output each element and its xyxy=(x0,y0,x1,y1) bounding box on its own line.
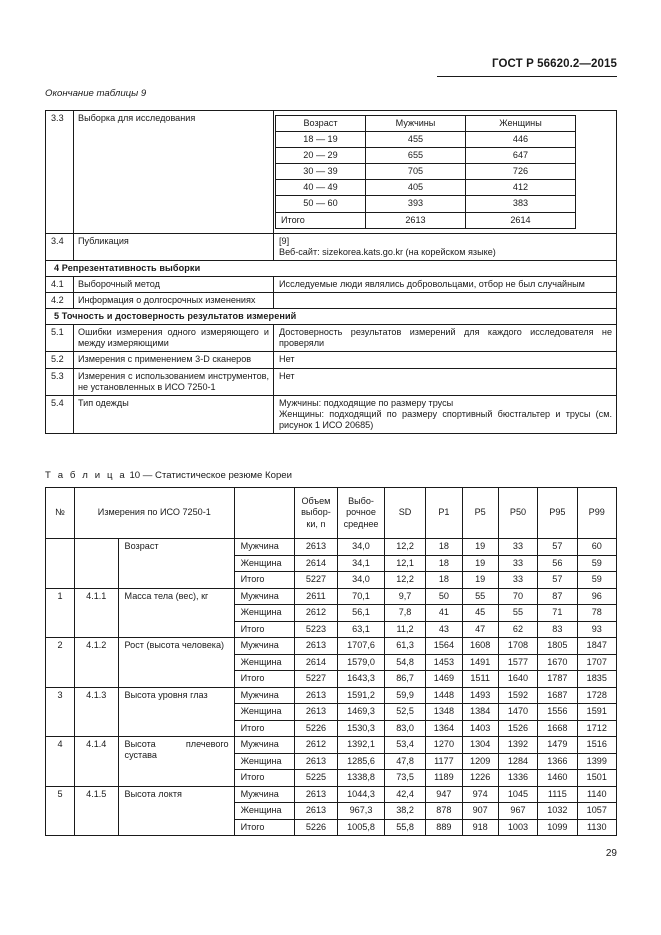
table-row xyxy=(46,687,617,704)
sd-cell: 83,0 xyxy=(384,720,425,737)
sd-cell: 11,2 xyxy=(384,621,425,638)
p5-cell: 45 xyxy=(462,605,498,622)
mean-cell: 34,1 xyxy=(338,555,385,572)
table-row xyxy=(46,276,617,292)
p1-cell: 1453 xyxy=(426,654,462,671)
p5-cell: 1511 xyxy=(462,671,498,688)
p50-cell: 33 xyxy=(498,539,537,556)
p1-cell: 889 xyxy=(426,819,462,836)
value-line: Нет xyxy=(279,370,295,381)
p5-cell: 1226 xyxy=(462,770,498,787)
value-line: Достоверность результатов измерений для каждого исследователя не проверяли xyxy=(279,327,612,349)
sample-size-cell: 2613 xyxy=(294,539,338,556)
column-header-p5: P5 xyxy=(462,488,498,539)
sd-cell: 86,7 xyxy=(384,671,425,688)
value-line: Мужчины: подходящие по размеру трусы xyxy=(279,397,454,408)
sample-size-cell: 2612 xyxy=(294,605,338,622)
p5-cell: 1608 xyxy=(462,638,498,655)
p95-cell: 1115 xyxy=(538,786,577,803)
sd-cell: 42,4 xyxy=(384,786,425,803)
mean-cell: 1643,3 xyxy=(338,671,385,688)
p5-cell: 19 xyxy=(462,572,498,589)
gender-cell: Мужчина xyxy=(234,687,294,704)
table-row xyxy=(46,368,617,395)
table-row xyxy=(46,588,617,605)
p5-cell: 47 xyxy=(462,621,498,638)
p50-cell: 1392 xyxy=(498,737,537,754)
sd-cell: 59,9 xyxy=(384,687,425,704)
group-clause: 4.1.1 xyxy=(75,588,119,638)
count-cell: 393 xyxy=(366,196,466,212)
p1-cell: 43 xyxy=(426,621,462,638)
p99-cell: 1591 xyxy=(577,704,616,721)
sample-size-cell: 5225 xyxy=(294,770,338,787)
group-index: 3 xyxy=(46,687,75,737)
p5-cell: 19 xyxy=(462,555,498,572)
sample-size-cell: 2614 xyxy=(294,555,338,572)
group-measure: Возраст xyxy=(118,539,234,589)
table9-body xyxy=(46,111,617,434)
sd-cell: 61,3 xyxy=(384,638,425,655)
gender-cell: Женщина xyxy=(234,555,294,572)
gender-cell: Итого xyxy=(234,621,294,638)
mean-cell: 1285,6 xyxy=(338,753,385,770)
sample-size-cell: 2613 xyxy=(294,687,338,704)
mean-cell: 34,0 xyxy=(338,539,385,556)
sd-cell: 12,2 xyxy=(384,572,425,589)
p99-cell: 60 xyxy=(577,539,616,556)
p1-cell: 1177 xyxy=(426,753,462,770)
count-cell: 655 xyxy=(366,148,466,164)
nested-table-row xyxy=(276,132,576,148)
row-value xyxy=(274,293,617,309)
p95-cell: 57 xyxy=(538,572,577,589)
gender-cell: Женщина xyxy=(234,803,294,820)
section-header: 4 Репрезентативность выборки xyxy=(46,260,617,276)
gender-cell: Мужчина xyxy=(234,786,294,803)
p5-cell: 1209 xyxy=(462,753,498,770)
sd-cell: 7,8 xyxy=(384,605,425,622)
sd-cell: 12,2 xyxy=(384,539,425,556)
gender-cell: Итого xyxy=(234,720,294,737)
p1-cell: 1448 xyxy=(426,687,462,704)
p1-cell: 1564 xyxy=(426,638,462,655)
nested-table-row xyxy=(276,180,576,196)
mean-cell: 967,3 xyxy=(338,803,385,820)
table-row xyxy=(46,786,617,803)
p50-cell: 1708 xyxy=(498,638,537,655)
sd-cell: 9,7 xyxy=(384,588,425,605)
p5-cell: 907 xyxy=(462,803,498,820)
sample-size-cell: 2613 xyxy=(294,704,338,721)
table9-continuation xyxy=(45,110,617,434)
table-row xyxy=(46,111,617,234)
nested-table-row xyxy=(276,148,576,164)
count-cell: 405 xyxy=(366,180,466,196)
row-number: 5.3 xyxy=(46,368,74,395)
age-group-cell: Итого xyxy=(276,212,366,228)
p95-cell: 71 xyxy=(538,605,577,622)
p95-cell: 56 xyxy=(538,555,577,572)
group-measure: Рост (высота человека) xyxy=(118,638,234,688)
table-row xyxy=(46,233,617,260)
row-label: Измерения с использованием инструментов, не установленных в ИСО 7250-1 xyxy=(74,368,274,395)
running-head-rule xyxy=(437,76,617,77)
p5-cell: 1384 xyxy=(462,704,498,721)
group-clause: 4.1.3 xyxy=(75,687,119,737)
p95-cell: 1032 xyxy=(538,803,577,820)
row-label: Тип одежды xyxy=(74,395,274,433)
row-number: 3.4 xyxy=(46,233,74,260)
row-value xyxy=(274,395,617,433)
p5-cell: 1493 xyxy=(462,687,498,704)
row-value xyxy=(274,352,617,368)
mean-cell: 63,1 xyxy=(338,621,385,638)
sample-size-cell: 5223 xyxy=(294,621,338,638)
p50-cell: 1045 xyxy=(498,786,537,803)
column-header: Женщины xyxy=(466,116,576,132)
group-clause: 4.1.4 xyxy=(75,737,119,787)
value-line: Веб-сайт: sizekorea.kats.go.kr (на корейском языке) xyxy=(279,246,496,257)
mean-cell: 1579,0 xyxy=(338,654,385,671)
p50-cell: 70 xyxy=(498,588,537,605)
mean-cell: 1530,3 xyxy=(338,720,385,737)
table-row xyxy=(46,325,617,352)
p1-cell: 18 xyxy=(426,539,462,556)
group-measure: Высота плечевого сустава xyxy=(118,737,234,787)
sd-cell: 38,2 xyxy=(384,803,425,820)
table-row xyxy=(46,539,617,556)
gender-cell: Итого xyxy=(234,819,294,836)
nested-table-cell xyxy=(274,111,617,234)
p99-cell: 1501 xyxy=(577,770,616,787)
sd-cell: 55,8 xyxy=(384,819,425,836)
p50-cell: 1526 xyxy=(498,720,537,737)
row-label: Ошибки измерения одного измеряющего и между измеряющими xyxy=(74,325,274,352)
row-value xyxy=(274,233,617,260)
mean-cell: 70,1 xyxy=(338,588,385,605)
gender-cell: Женщина xyxy=(234,605,294,622)
p99-cell: 1516 xyxy=(577,737,616,754)
sd-cell: 73,5 xyxy=(384,770,425,787)
value-line: Нет xyxy=(279,354,295,365)
p50-cell: 1470 xyxy=(498,704,537,721)
p1-cell: 947 xyxy=(426,786,462,803)
sd-cell: 47,8 xyxy=(384,753,425,770)
p5-cell: 974 xyxy=(462,786,498,803)
p99-cell: 1399 xyxy=(577,753,616,770)
group-measure: Высота локтя xyxy=(118,786,234,836)
group-clause xyxy=(75,539,119,589)
p50-cell: 1336 xyxy=(498,770,537,787)
column-header-mean: Выбо- рочное среднее xyxy=(338,488,385,539)
column-header: Мужчины xyxy=(366,116,466,132)
mean-cell: 1392,1 xyxy=(338,737,385,754)
count-cell: 705 xyxy=(366,164,466,180)
row-number: 3.3 xyxy=(46,111,74,234)
p99-cell: 1835 xyxy=(577,671,616,688)
p99-cell: 78 xyxy=(577,605,616,622)
table10-caption-prefix: Т а б л и ц а xyxy=(45,470,127,481)
sample-size-cell: 2613 xyxy=(294,638,338,655)
p95-cell: 1670 xyxy=(538,654,577,671)
nested-header-row xyxy=(276,116,576,132)
gender-cell: Итого xyxy=(234,770,294,787)
p99-cell: 59 xyxy=(577,555,616,572)
sample-size-cell: 5227 xyxy=(294,671,338,688)
count-cell: 446 xyxy=(466,132,576,148)
count-cell: 647 xyxy=(466,148,576,164)
nested-table-row xyxy=(276,212,576,228)
row-label: Измерения с применением 3-D сканеров xyxy=(74,352,274,368)
p99-cell: 93 xyxy=(577,621,616,638)
sample-size-cell: 5227 xyxy=(294,572,338,589)
p5-cell: 19 xyxy=(462,539,498,556)
table10-caption xyxy=(45,470,292,481)
nested-table-row xyxy=(276,164,576,180)
section-header: 5 Точность и достоверность результатов измерений xyxy=(46,309,617,325)
row-value xyxy=(274,325,617,352)
p1-cell: 41 xyxy=(426,605,462,622)
mean-cell: 1591,2 xyxy=(338,687,385,704)
p99-cell: 96 xyxy=(577,588,616,605)
count-cell: 726 xyxy=(466,164,576,180)
p5-cell: 1491 xyxy=(462,654,498,671)
age-group-cell: 40 — 49 xyxy=(276,180,366,196)
p50-cell: 1577 xyxy=(498,654,537,671)
sample-size-cell: 2614 xyxy=(294,654,338,671)
p95-cell: 87 xyxy=(538,588,577,605)
column-header-measure: Измерения по ИСО 7250-1 xyxy=(75,488,235,539)
row-label: Информация о долгосрочных изменениях xyxy=(74,293,274,309)
p99-cell: 1847 xyxy=(577,638,616,655)
mean-cell: 1338,8 xyxy=(338,770,385,787)
p95-cell: 1366 xyxy=(538,753,577,770)
p50-cell: 1592 xyxy=(498,687,537,704)
row-number: 4.2 xyxy=(46,293,74,309)
group-measure: Масса тела (вес), кг xyxy=(118,588,234,638)
sample-size-cell: 2611 xyxy=(294,588,338,605)
group-measure: Высота уровня глаз xyxy=(118,687,234,737)
sample-size-cell: 2613 xyxy=(294,786,338,803)
nested-table-row xyxy=(276,196,576,212)
p1-cell: 878 xyxy=(426,803,462,820)
count-cell: 412 xyxy=(466,180,576,196)
gender-cell: Мужчина xyxy=(234,539,294,556)
p50-cell: 1003 xyxy=(498,819,537,836)
age-distribution-table xyxy=(275,115,576,229)
mean-cell: 1005,8 xyxy=(338,819,385,836)
group-index xyxy=(46,539,75,589)
sd-cell: 54,8 xyxy=(384,654,425,671)
p99-cell: 1728 xyxy=(577,687,616,704)
table-row xyxy=(46,395,617,433)
mean-cell: 34,0 xyxy=(338,572,385,589)
p50-cell: 33 xyxy=(498,555,537,572)
sample-size-cell: 5226 xyxy=(294,720,338,737)
gender-cell: Мужчина xyxy=(234,737,294,754)
p50-cell: 33 xyxy=(498,572,537,589)
p5-cell: 1403 xyxy=(462,720,498,737)
row-number: 4.1 xyxy=(46,276,74,292)
p1-cell: 1270 xyxy=(426,737,462,754)
p1-cell: 1348 xyxy=(426,704,462,721)
gender-cell: Женщина xyxy=(234,654,294,671)
running-head: ГОСТ Р 56620.2—2015 xyxy=(492,58,617,70)
age-group-cell: 30 — 39 xyxy=(276,164,366,180)
group-index: 1 xyxy=(46,588,75,638)
group-clause: 4.1.2 xyxy=(75,638,119,688)
p5-cell: 1304 xyxy=(462,737,498,754)
count-cell: 2614 xyxy=(466,212,576,228)
p50-cell: 967 xyxy=(498,803,537,820)
value-line: Женщины: подходящий по размеру спортивный бюстгальтер и трусы (см. рисунок 1 ИСО 20685) xyxy=(279,408,612,430)
gender-cell: Женщина xyxy=(234,753,294,770)
p50-cell: 55 xyxy=(498,605,537,622)
group-index: 5 xyxy=(46,786,75,836)
age-group-cell: 50 — 60 xyxy=(276,196,366,212)
column-header-gender xyxy=(234,488,294,539)
p1-cell: 1469 xyxy=(426,671,462,688)
table-row xyxy=(46,260,617,276)
table-row xyxy=(46,352,617,368)
sample-size-cell: 2613 xyxy=(294,753,338,770)
p1-cell: 1189 xyxy=(426,770,462,787)
sd-cell: 12,1 xyxy=(384,555,425,572)
mean-cell: 1469,3 xyxy=(338,704,385,721)
age-group-cell: 18 — 19 xyxy=(276,132,366,148)
column-header-p50: P50 xyxy=(498,488,537,539)
gender-cell: Итого xyxy=(234,671,294,688)
gender-cell: Мужчина xyxy=(234,588,294,605)
p95-cell: 1668 xyxy=(538,720,577,737)
p95-cell: 57 xyxy=(538,539,577,556)
p95-cell: 1687 xyxy=(538,687,577,704)
age-group-cell: 20 — 29 xyxy=(276,148,366,164)
p99-cell: 1130 xyxy=(577,819,616,836)
table-row xyxy=(46,309,617,325)
value-line: Исследуемые люди являлись добровольцами, отбор не был случайным xyxy=(279,278,585,289)
table9-caption: Окончание таблицы 9 xyxy=(45,88,147,99)
gender-cell: Женщина xyxy=(234,704,294,721)
p95-cell: 1460 xyxy=(538,770,577,787)
p50-cell: 1284 xyxy=(498,753,537,770)
row-number: 5.4 xyxy=(46,395,74,433)
group-index: 2 xyxy=(46,638,75,688)
column-header: Возраст xyxy=(276,116,366,132)
table-row xyxy=(46,737,617,754)
sd-cell: 53,4 xyxy=(384,737,425,754)
p1-cell: 18 xyxy=(426,572,462,589)
column-header-sd: SD xyxy=(384,488,425,539)
column-header-p1: P1 xyxy=(426,488,462,539)
gender-cell: Итого xyxy=(234,572,294,589)
count-cell: 383 xyxy=(466,196,576,212)
column-header-sample-size: Объем выбор- ки, n xyxy=(294,488,338,539)
p95-cell: 1099 xyxy=(538,819,577,836)
mean-cell: 56,1 xyxy=(338,605,385,622)
row-label: Публикация xyxy=(74,233,274,260)
p99-cell: 1140 xyxy=(577,786,616,803)
p95-cell: 1787 xyxy=(538,671,577,688)
p99-cell: 59 xyxy=(577,572,616,589)
p95-cell: 1805 xyxy=(538,638,577,655)
column-header-p95: P95 xyxy=(538,488,577,539)
group-index: 4 xyxy=(46,737,75,787)
row-number: 5.1 xyxy=(46,325,74,352)
row-number: 5.2 xyxy=(46,352,74,368)
p99-cell: 1712 xyxy=(577,720,616,737)
count-cell: 2613 xyxy=(366,212,466,228)
table10-caption-number: 10 xyxy=(129,470,141,481)
p99-cell: 1707 xyxy=(577,654,616,671)
row-label: Выборочный метод xyxy=(74,276,274,292)
p50-cell: 62 xyxy=(498,621,537,638)
page-number: 29 xyxy=(605,848,617,859)
p5-cell: 918 xyxy=(462,819,498,836)
value-line: [9] xyxy=(279,235,290,246)
p99-cell: 1057 xyxy=(577,803,616,820)
p5-cell: 55 xyxy=(462,588,498,605)
sample-size-cell: 5226 xyxy=(294,819,338,836)
row-label: Выборка для исследования xyxy=(74,111,274,234)
p50-cell: 1640 xyxy=(498,671,537,688)
sample-size-cell: 2613 xyxy=(294,803,338,820)
row-value xyxy=(274,276,617,292)
table10-body xyxy=(46,488,617,836)
sample-size-cell: 2612 xyxy=(294,737,338,754)
column-header-p99: P99 xyxy=(577,488,616,539)
sd-cell: 52,5 xyxy=(384,704,425,721)
table10-statistics xyxy=(45,487,617,836)
p1-cell: 18 xyxy=(426,555,462,572)
count-cell: 455 xyxy=(366,132,466,148)
table-row xyxy=(46,638,617,655)
group-clause: 4.1.5 xyxy=(75,786,119,836)
gender-cell: Мужчина xyxy=(234,638,294,655)
p95-cell: 1556 xyxy=(538,704,577,721)
p1-cell: 50 xyxy=(426,588,462,605)
column-header-number: № xyxy=(46,488,75,539)
mean-cell: 1044,3 xyxy=(338,786,385,803)
p95-cell: 83 xyxy=(538,621,577,638)
row-value xyxy=(274,368,617,395)
mean-cell: 1707,6 xyxy=(338,638,385,655)
p1-cell: 1364 xyxy=(426,720,462,737)
p95-cell: 1479 xyxy=(538,737,577,754)
table10-header-row xyxy=(46,488,617,539)
table10-caption-text: — Статистическое резюме Кореи xyxy=(142,470,292,481)
table-row xyxy=(46,293,617,309)
